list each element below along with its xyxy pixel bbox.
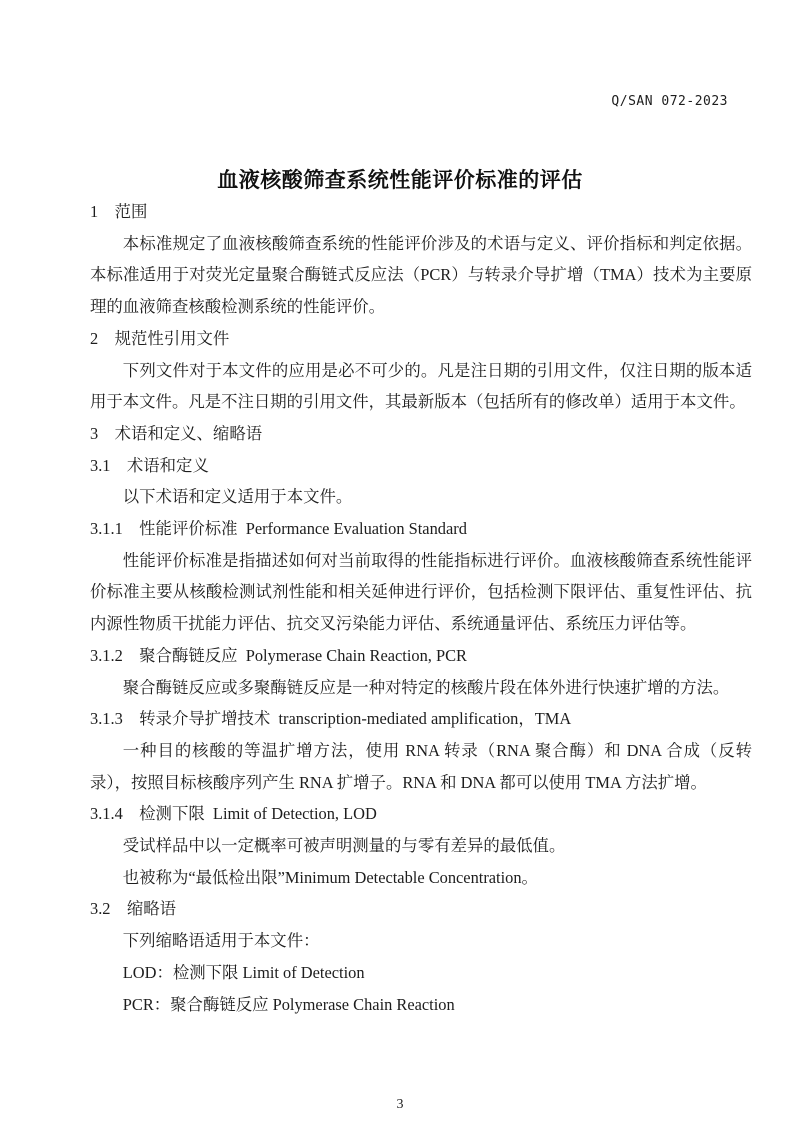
paragraph: 受试样品中以一定概率可被声明测量的与零有差异的最低值。 xyxy=(122,836,566,856)
paragraph: 本标准规定了血液核酸筛查系统的性能评价涉及的术语与定义、评价指标和判定依据。本标准适用于对荧光定量聚合酶链式反应法（PCR）与转录介导扩增（TMA）技术为主要原理的血液筛查核酸检测系统的性能评价。 xyxy=(90,233,752,317)
paragraph: 以下术语和定义适用于本文件。 xyxy=(122,487,353,507)
paragraph: 聚合酶链反应或多聚酶链反应是一种对特定的核酸片段在体外进行快速扩增的方法。 xyxy=(122,677,730,697)
paragraph: 一种目的核酸的等温扩增方法，使用 RNA 转录（RNA 聚合酶）和 DNA 合成（反转录），按照目标核酸序列产生 RNA 扩增子。RNA 和 DNA 都可以使用 TMA 方法扩增。 xyxy=(90,740,752,792)
paragraph: 性能评价标准是指描述如何对当前取得的性能指标进行评价。血液核酸筛查系统性能评价标准主要从核酸检测试剂性能和相关延伸进行评价，包括检测下限评估、重复性评估、抗内源性物质干扰能力评估、抗交叉污染能力评估、系统通量评估、系统压力评估等。 xyxy=(90,550,752,634)
section-heading: 3.1.4 检测下限 Limit of Detection, LOD xyxy=(90,804,377,824)
section-heading: 3 术语和定义、缩略语 xyxy=(90,423,263,443)
section-heading: 3.1 术语和定义 xyxy=(90,455,209,475)
section-heading: 3.1.2 聚合酶链反应 Polymerase Chain Reaction, PCR xyxy=(90,645,467,665)
paragraph: 下列缩略语适用于本文件： xyxy=(122,931,320,951)
document-title: 血液核酸筛查系统性能评价标准的评估 xyxy=(217,168,583,192)
page-number: 3 xyxy=(396,1097,404,1112)
paragraph: LOD：检测下限 Limit of Detection xyxy=(122,962,365,982)
section-heading: 3.1.3 转录介导扩增技术 transcription-mediated amplification，TMA xyxy=(90,709,572,729)
paragraph: 也被称为“最低检出限”Minimum Detectable Concentration。 xyxy=(122,867,538,887)
section-heading: 1 范围 xyxy=(90,202,148,221)
section-heading: 2 规范性引用文件 xyxy=(90,328,230,348)
paragraph: 下列文件对于本文件的应用是必不可少的。凡是注日期的引用文件，仅注日期的版本适用于本文件。凡是不注日期的引用文件，其最新版本（包括所有的修改单）适用于本文件。 xyxy=(90,360,752,412)
paragraph: PCR：聚合酶链反应 Polymerase Chain Reaction xyxy=(122,994,455,1014)
section-heading: 3.1.1 性能评价标准 Performance Evaluation Standard xyxy=(90,519,467,539)
doc-code-header: Q/SAN 072-2023 xyxy=(611,94,728,109)
section-heading: 3.2 缩略语 xyxy=(90,899,177,919)
document-body xyxy=(90,196,752,1020)
